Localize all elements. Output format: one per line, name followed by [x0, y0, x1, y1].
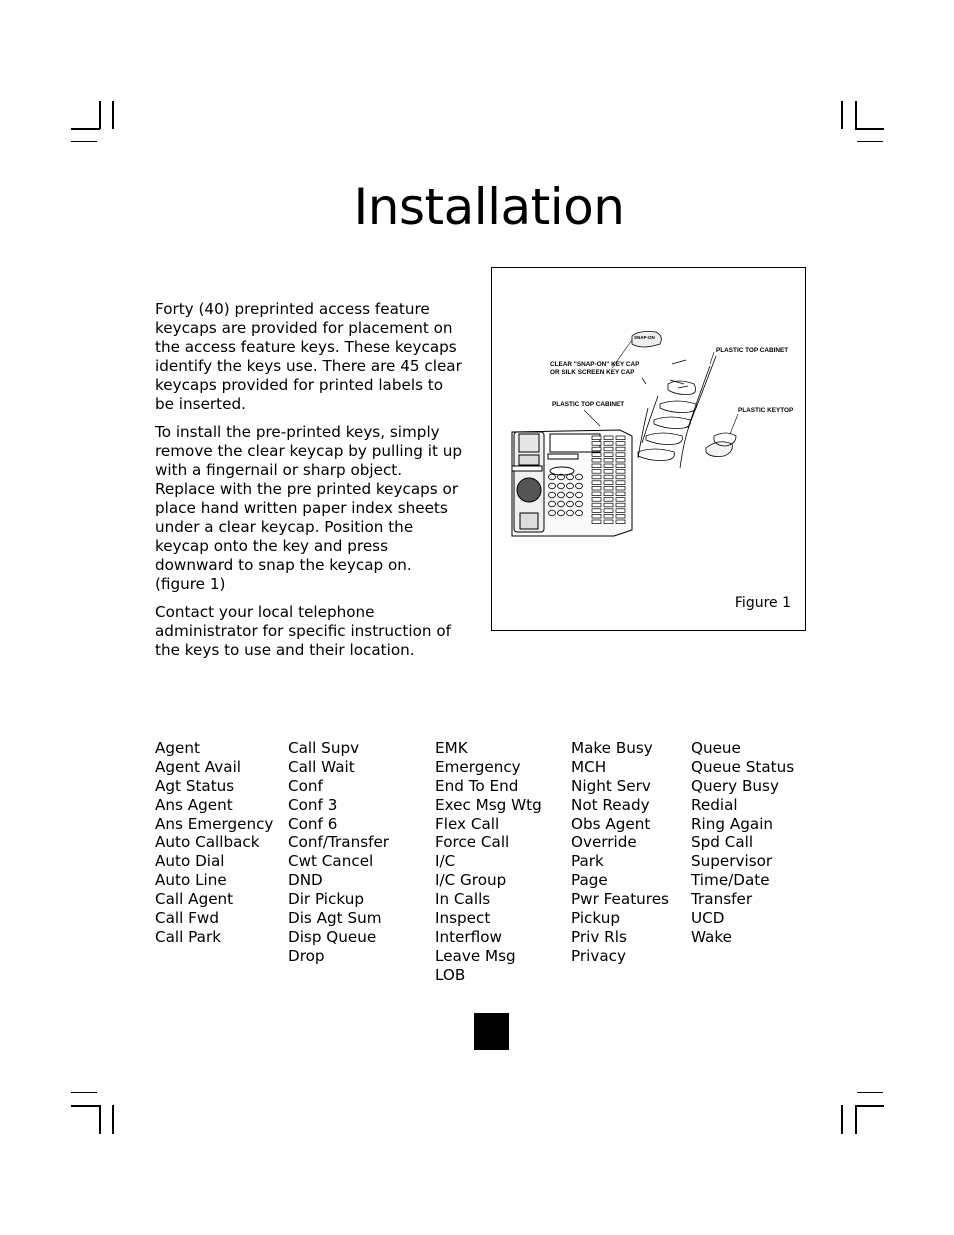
key-column-5 [691, 739, 794, 947]
key-label: Not Ready [571, 795, 650, 814]
feature-key [592, 498, 601, 502]
key-label: Inspect [435, 909, 491, 928]
key-label: Page [571, 871, 608, 890]
key-label: Ring Again [691, 814, 774, 833]
feature-key [616, 475, 625, 479]
feature-key [604, 514, 613, 518]
key-column-1 [155, 739, 273, 947]
label-top-cabinet-left: PLASTIC TOP CABINET [552, 401, 625, 408]
feature-key [592, 470, 601, 474]
feature-key [604, 498, 613, 502]
feature-key [592, 509, 601, 513]
key-label: Flex Call [435, 814, 500, 833]
key-label: Transfer [691, 890, 753, 909]
key-label: Call Park [155, 927, 221, 946]
key-label: Conf 6 [288, 814, 338, 833]
feature-key [592, 481, 601, 485]
page-title: Installation [353, 178, 625, 236]
keycap-label-small: SNAP-ON [634, 335, 655, 340]
key-label: Auto Line [155, 871, 227, 890]
paragraph-contact-admin: Contact your local telephone administrator for specific instruction of the keys to use and their location. [155, 603, 451, 659]
key-label: Night Serv [571, 776, 651, 795]
label-keycap-line1: CLEAR "SNAP-ON" KEY CAP [550, 361, 640, 368]
feature-key [604, 492, 613, 496]
key-label: Call Supv [288, 739, 360, 757]
label-top-cabinet-right: PLASTIC TOP CABINET [716, 347, 789, 354]
feature-key [616, 436, 625, 440]
key-label: Emergency [435, 757, 521, 776]
key-label: Auto Dial [155, 852, 225, 871]
key-label: Agent [155, 739, 200, 757]
label-keycap-line2: OR SILK SCREEN KEY CAP [550, 369, 635, 376]
feature-key [604, 436, 613, 440]
key-label: End To End [435, 776, 519, 795]
key-label: Dir Pickup [288, 890, 364, 909]
feature-key [604, 509, 613, 513]
feature-key [616, 514, 625, 518]
key-label: Cwt Cancel [288, 852, 374, 871]
feature-key [616, 498, 625, 502]
key-label: Agt Status [155, 776, 235, 795]
key-label: Call Agent [155, 890, 234, 909]
figure-caption: Figure 1 [734, 595, 791, 611]
feature-key [592, 453, 601, 457]
feature-key [616, 481, 625, 485]
key-label: In Calls [435, 890, 491, 909]
feature-key [592, 503, 601, 507]
label-plastic-keytop: PLASTIC KEYTOP [738, 407, 794, 414]
feature-key [616, 486, 625, 490]
feature-key [604, 470, 613, 474]
feature-key [604, 475, 613, 479]
feature-key [616, 464, 625, 468]
paragraph-keycaps: Forty (40) preprinted access feature keycaps are provided for placement on the access feature keys. These keycaps identify the keys use. There are 45 clear keycaps provided for printed labels to be inserted. [155, 300, 462, 413]
feature-key [592, 520, 601, 524]
key-label: Ans Agent [155, 795, 233, 814]
key-column-2 [288, 739, 389, 966]
figure-1 [491, 267, 806, 631]
key-label: Supervisor [691, 852, 773, 871]
page-number-block [474, 1013, 509, 1050]
feature-key [592, 486, 601, 490]
key-column-4 [571, 739, 669, 966]
key-label: Queue [691, 739, 741, 757]
key-label: UCD [691, 909, 725, 928]
key-label: Privacy [571, 946, 626, 965]
feature-key [604, 442, 613, 446]
key-label: Dis Agt Sum [288, 909, 382, 928]
key-label: Drop [288, 946, 325, 965]
feature-key [604, 481, 613, 485]
key-label: Override [571, 833, 637, 852]
key-label: Query Busy [691, 776, 779, 795]
key-label: Interflow [435, 927, 502, 946]
key-label: EMK [435, 739, 468, 757]
key-label: Time/Date [691, 871, 770, 890]
feature-key [616, 520, 625, 524]
key-label: Park [571, 852, 604, 871]
leader-lines [584, 340, 738, 434]
key-label: Queue Status [691, 757, 795, 776]
key-label: I/C [435, 852, 456, 871]
key-label: Pwr Features [571, 890, 669, 909]
feature-key [616, 470, 625, 474]
key-label: I/C Group [435, 871, 507, 890]
key-label: Pickup [571, 909, 620, 928]
key-label: Obs Agent [571, 814, 651, 833]
key-label: Ans Emergency [155, 814, 274, 833]
key-label: Exec Msg Wtg [435, 795, 542, 814]
key-label: Leave Msg [435, 946, 516, 965]
key-label: Conf/Transfer [288, 833, 390, 852]
key-label: LOB [435, 965, 466, 984]
feature-key [604, 503, 613, 507]
key-label: Wake [691, 927, 732, 946]
key-label: Redial [691, 795, 738, 814]
feature-key [604, 447, 613, 451]
feature-key [592, 447, 601, 451]
key-label: Conf 3 [288, 795, 338, 814]
feature-key [604, 458, 613, 462]
key-label: Disp Queue [288, 927, 377, 946]
feature-key [592, 436, 601, 440]
key-label: Make Busy [571, 739, 653, 757]
feature-key [592, 458, 601, 462]
feature-key [592, 464, 601, 468]
key-label: Call Fwd [155, 909, 219, 928]
key-label: Spd Call [691, 833, 754, 852]
feature-key [616, 458, 625, 462]
feature-key [616, 453, 625, 457]
body-text [155, 300, 463, 669]
paragraph-install-steps: To install the pre-printed keys, simply remove the clear keycap by pulling it up with a fingernail or sharp object. Replace with the pre printed keycaps or place hand written paper index sheets under a clear keycap. Position the keycap onto the key and press downward to snap the keycap on. (figure 1) [155, 423, 462, 593]
key-column-3 [435, 739, 542, 985]
feature-key [616, 503, 625, 507]
key-label: Priv Rls [571, 927, 627, 946]
feature-key [616, 447, 625, 451]
key-label: Auto Callback [155, 833, 260, 852]
telephone-keycap-diagram [492, 268, 805, 630]
feature-key [616, 442, 625, 446]
feature-key [616, 492, 625, 496]
feature-key [592, 475, 601, 479]
key-label: Force Call [435, 833, 510, 852]
telephone-illustration [512, 430, 632, 536]
feature-key [604, 453, 613, 457]
feature-key [592, 442, 601, 446]
key-label: MCH [571, 757, 607, 776]
feature-key [604, 464, 613, 468]
feature-key [604, 520, 613, 524]
feature-key [592, 514, 601, 518]
feature-key [604, 486, 613, 490]
key-label: Agent Avail [155, 757, 242, 776]
key-label: DND [288, 871, 323, 890]
key-label: Conf [288, 776, 323, 795]
feature-key [616, 509, 625, 513]
key-label: Call Wait [288, 757, 355, 776]
feature-key [592, 492, 601, 496]
